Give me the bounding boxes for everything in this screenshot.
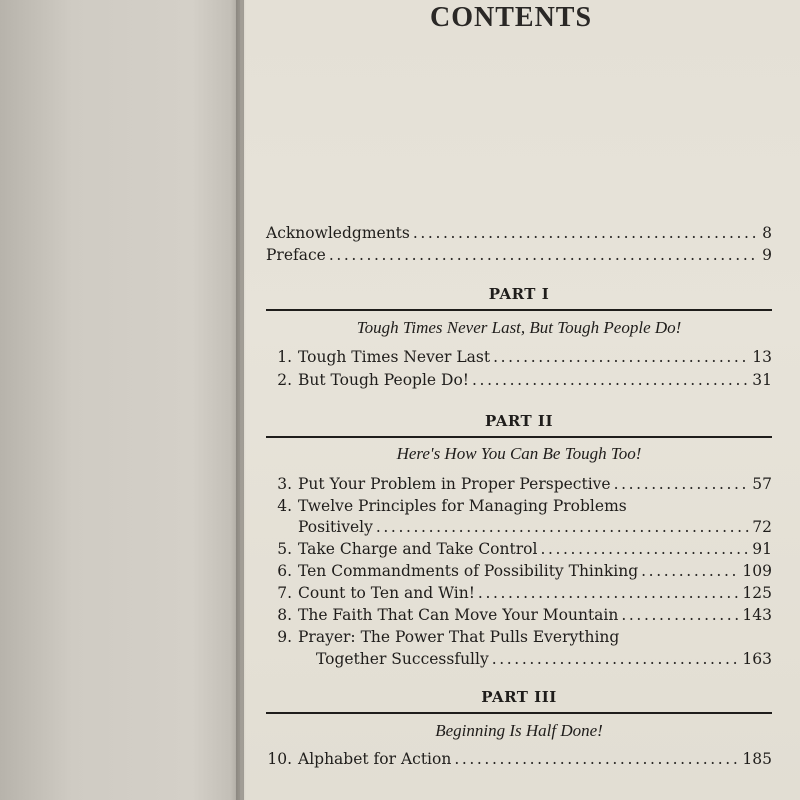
- toc-entry-chapter-2: [266, 371, 772, 393]
- part-1-heading: PART I: [488, 285, 550, 303]
- entry-title-continuation: Together Successfully: [316, 650, 489, 668]
- part-3-rule: [266, 712, 772, 714]
- book-gutter: [236, 0, 246, 800]
- entry-page: 91: [752, 540, 772, 558]
- toc-entry-chapter-4-line-2: [298, 518, 772, 540]
- chapter-number: 5.: [277, 540, 292, 558]
- entry-page: 143: [742, 606, 772, 624]
- leader-dots: [540, 540, 749, 558]
- entry-page: 57: [752, 475, 772, 493]
- right-page: [244, 0, 800, 800]
- toc-entry-chapter-7: [266, 584, 772, 606]
- toc-entry-chapter-6: [266, 562, 772, 584]
- chapter-number: 8.: [277, 606, 292, 624]
- entry-title: The Faith That Can Move Your Mountain: [298, 606, 619, 624]
- entry-page: 109: [742, 562, 772, 580]
- left-page: [0, 0, 240, 800]
- part-3-heading: PART III: [481, 688, 557, 706]
- leader-dots: [621, 606, 739, 624]
- chapter-number: 10.: [267, 750, 292, 768]
- entry-title: Tough Times Never Last: [298, 348, 491, 366]
- toc-entry-chapter-9-line-2: [316, 650, 772, 672]
- chapter-number: 6.: [277, 562, 292, 580]
- part-2-heading: PART II: [485, 412, 553, 430]
- part-1-rule: [266, 309, 772, 311]
- toc-entry-chapter-1: [266, 348, 772, 370]
- toc-entry-preface: [266, 246, 772, 268]
- entry-page: 13: [752, 348, 772, 366]
- entry-title: But Tough People Do!: [298, 371, 470, 389]
- part-3-subtitle: Beginning Is Half Done!: [435, 721, 603, 740]
- leader-dots: [641, 562, 739, 580]
- toc-entry-chapter-8: [266, 606, 772, 628]
- leader-dots: [493, 348, 749, 366]
- toc-entry-chapter-3: [266, 475, 772, 497]
- part-1-subtitle: Tough Times Never Last, But Tough People Do!: [356, 318, 682, 337]
- entry-page: 163: [742, 650, 772, 668]
- entry-page: 31: [752, 371, 772, 389]
- chapter-number: 7.: [277, 584, 292, 602]
- leader-dots: [376, 518, 749, 536]
- entry-title: Ten Commandments of Possibility Thinking: [298, 562, 639, 580]
- chapter-number: 4.: [277, 497, 292, 515]
- toc-entry-chapter-9-line-1: [266, 628, 772, 650]
- leader-dots: [492, 650, 740, 668]
- part-2-subtitle: Here's How You Can Be Tough Too!: [396, 444, 642, 463]
- entry-title: Put Your Problem in Proper Perspective: [298, 475, 611, 493]
- chapter-number: 1.: [277, 348, 292, 366]
- toc-entry-acknowledgments: [266, 224, 772, 246]
- entry-title: Take Charge and Take Control: [298, 540, 538, 558]
- leader-dots: [614, 475, 750, 493]
- leader-dots: [413, 224, 759, 242]
- entry-title: Acknowledgments: [266, 224, 410, 242]
- entry-title: Preface: [266, 246, 326, 264]
- entry-page: 9: [762, 246, 772, 264]
- entry-title-continuation: Positively: [298, 518, 373, 536]
- entry-title: Count to Ten and Win!: [298, 584, 475, 602]
- entry-page: 8: [762, 224, 772, 242]
- entry-title: Twelve Principles for Managing Problems: [298, 497, 627, 515]
- chapter-number: 3.: [277, 475, 292, 493]
- entry-page: 125: [742, 584, 772, 602]
- toc-entry-chapter-10: [266, 750, 772, 772]
- chapter-number: 9.: [277, 628, 292, 646]
- leader-dots: [454, 750, 739, 768]
- contents-heading: CONTENTS: [430, 2, 593, 33]
- leader-dots: [329, 246, 759, 264]
- entry-page: 185: [742, 750, 772, 768]
- entry-title: Prayer: The Power That Pulls Everything: [298, 628, 620, 646]
- chapter-number: 2.: [277, 371, 292, 389]
- entry-title: Alphabet for Action: [298, 750, 452, 768]
- leader-dots: [472, 371, 749, 389]
- toc-entry-chapter-4-line-1: [266, 497, 772, 519]
- part-2-rule: [266, 436, 772, 438]
- toc-entry-chapter-5: [266, 540, 772, 562]
- entry-page: 72: [752, 518, 772, 536]
- leader-dots: [478, 584, 739, 602]
